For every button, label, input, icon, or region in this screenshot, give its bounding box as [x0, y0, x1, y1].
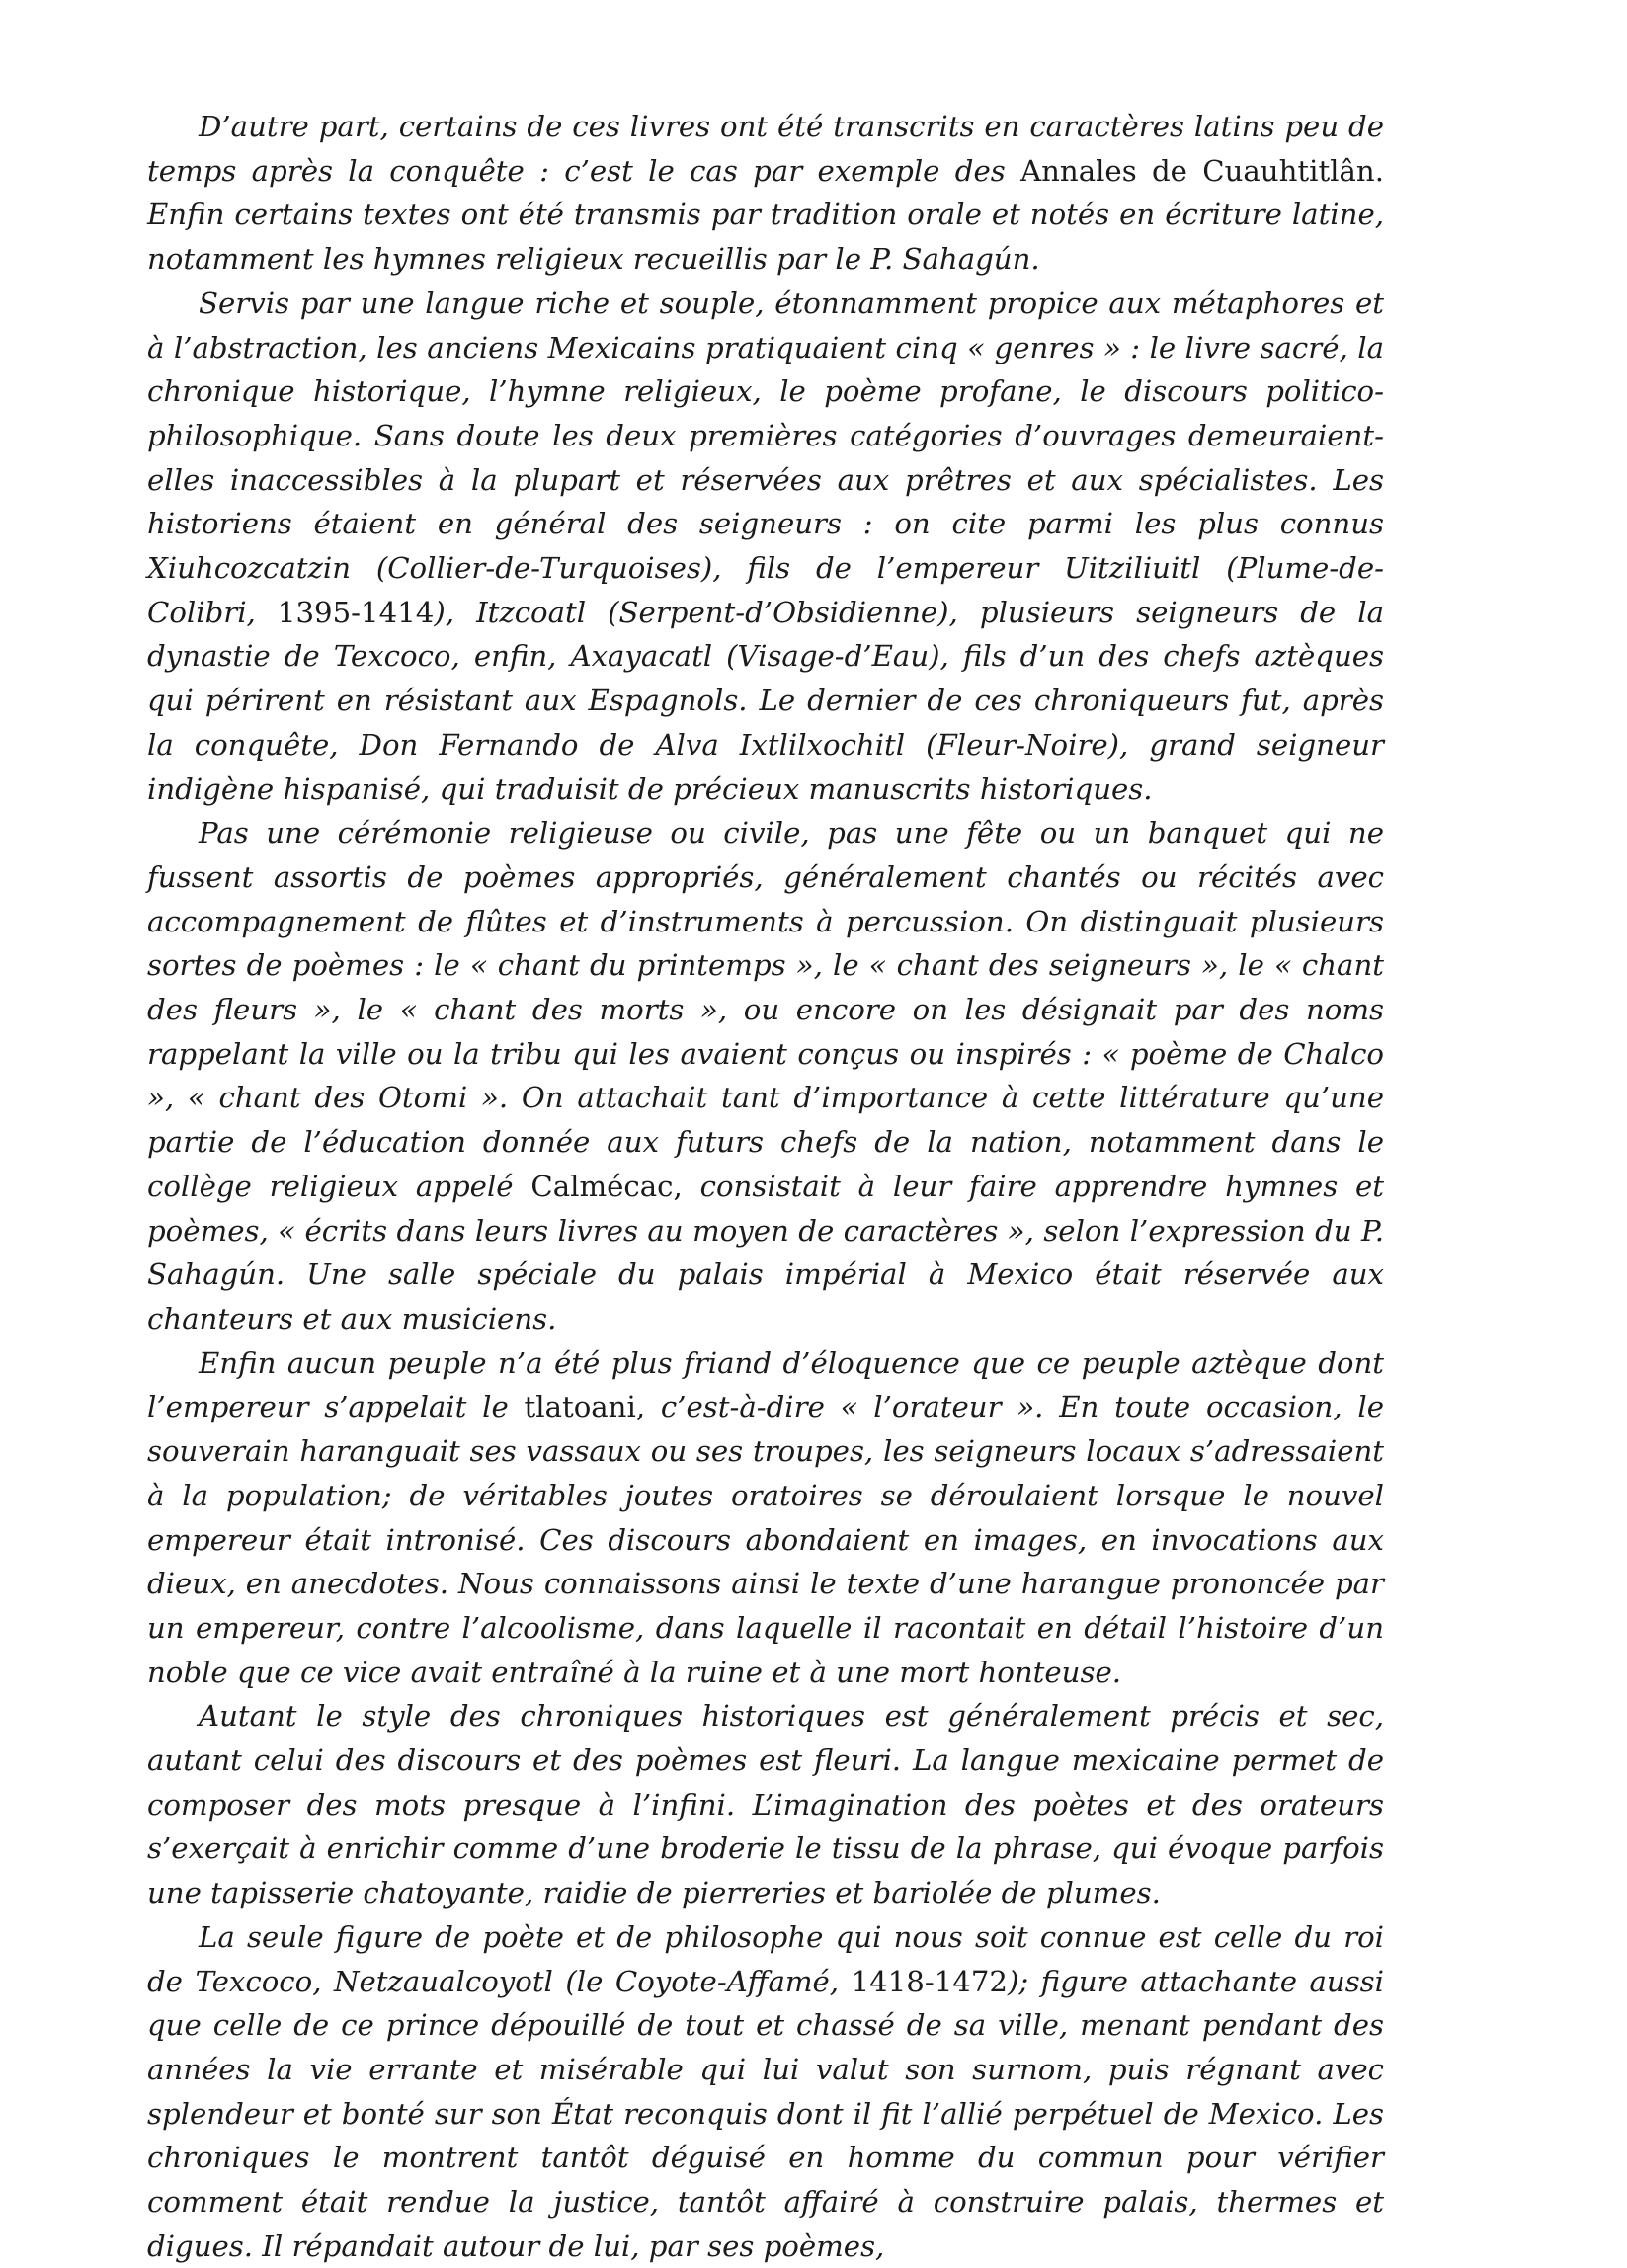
- text-run: Pas une cérémonie religieuse ou civile, pas une fête ou un banquet qui ne fussent assortis de poèmes appropriés, généralement chantés ou récités avec accompagnement de flûtes et d’instruments à percussion. On distinguait plusieurs sortes de poèmes : le « chant du printemps », le « chant des seigneurs », le « chant des fleurs », le « chant des morts », ou encore on les désignait par des noms rappelant la ville ou la tribu qui les avaient conçus ou inspirés : « poème de Chalco », « chant des Otomi ». On attachait tant d’importance à cette littérature qu’une partie de l’éducation donnée aux futurs chefs de la nation, notamment dans le collège religieux appelé: [147, 816, 1384, 1203]
- page-text-body: [147, 105, 1384, 2268]
- roman-dates: 1395-1414: [277, 595, 435, 629]
- text-run: La seule figure de poète et de philosophe qui nous soit connue est celle du roi de Texcoco, Netzaualcoyotl (le Coyote-Affamé,: [147, 1919, 1384, 1998]
- text-run: Enfin aucun peuple n’a été plus friand d’éloquence que ce peuple aztèque dont l’empereur s’appelait le: [147, 1345, 1384, 1424]
- text-run: D’autre part, certains de ces livres ont été transcrits en caractères latins peu de temps après la conquête : c’est le cas par exemple des: [147, 110, 1384, 188]
- text-run: consistait à leur faire apprendre hymnes et poèmes, « écrits dans leurs livres au moyen de caractères », selon l’expression du P. Sahagún. Une salle spéciale du palais impérial à Mexico était réservée aux chanteurs et aux musiciens.: [147, 1169, 1384, 1336]
- text-run: Autant le style des chroniques historiques est généralement précis et sec, autant celui des discours et des poèmes est fleuri. La langue mexicaine permet de composer des mots presque à l’infini. L’imagination des poètes et des orateurs s’exerçait à enrichir comme d’une broderie le tissu de la phrase, qui évoque parfois une tapisserie chatoyante, raidie de pierreries et bariolée de plumes.: [147, 1699, 1384, 1910]
- text-run: Enfin certains textes ont été transmis par tradition orale et notés en écriture latine, notamment les hymnes religieux recueillis par le P. Sahagún.: [147, 198, 1384, 277]
- paragraph-genres: [147, 282, 1384, 811]
- text-run: c’est-à-dire « l’orateur ». En toute occasion, le souverain haranguait ses vassaux ou ses troupes, les seigneurs locaux s’adressaient à la population; de véritables joutes oratoires se déroulaient lorsque le nouvel empereur était intronisé. Ces discours abondaient en images, en invocations aux dieux, en anecdotes. Nous connaissons ainsi le texte d’une harangue prononcée par un empereur, contre l’alcoolisme, dans laquelle il racontait en détail l’histoire d’un noble que ce vice avait entraîné à la ruine et à une mort honteuse.: [147, 1390, 1384, 1689]
- text-run: ); figure attachante aussi que celle de ce prince dépouillé de tout et chassé de sa ville, menant pendant des années la vie errante et misérable qui lui valut son surnom, puis régnant avec splendeur et bonté sur son État reconquis dont il fit l’allié perpétuel de Mexico. Les chroniques le montrent tantôt déguisé en homme du commun pour vérifier comment était rendue la justice, tantôt affairé à construire palais, thermes et digues. Il répandait autour de lui, par ses poèmes,: [147, 1964, 1384, 2263]
- roman-term-tlatoani: tlatoani,: [524, 1390, 646, 1424]
- paragraph-poems: [147, 811, 1384, 1340]
- paragraph-netzaualcoyotl: [147, 1915, 1384, 2268]
- roman-dates: 1418-1472: [851, 1964, 1009, 1998]
- text-run: ), Itzcoatl (Serpent-d’Obsidienne), plusieurs seigneurs de la dynastie de Texcoco, enfin, Axayacatl (Visage-d’Eau), fils d’un des chefs aztèques qui périrent en résistant aux Espagnols. Le dernier de ces chroniqueurs fut, après la conquête, Don Fernando de Alva Ixtlilxochitl (Fleur-Noire), grand seigneur indigène hispanisé, qui traduisit de précieux manuscrits historiques.: [147, 595, 1385, 806]
- paragraph-transcriptions: [147, 105, 1384, 282]
- roman-term-calmecac: Calmécac,: [530, 1169, 683, 1203]
- text-run: Servis par une langue riche et souple, étonnamment propice aux métaphores et à l’abstraction, les anciens Mexicains pratiquaient cinq « genres » : le livre sacré, la chronique historique, l’hymne religieux, le poème profane, le discours politico-philosophique. Sans doute les deux premières catégories d’ouvrages demeuraient-elles inaccessibles à la plupart et réservées aux prêtres et aux spécialistes. Les historiens étaient en général des seigneurs : on cite parmi les plus connus Xiuhcozcatzin (Collier-de-Turquoises), fils de l’empereur Uitziliuitl (Plume-de-Colibri,: [147, 285, 1384, 629]
- paragraph-eloquence: [147, 1341, 1384, 1695]
- roman-title-annales: Annales de Cuauhtitlân.: [1020, 153, 1384, 188]
- paragraph-style: [147, 1694, 1384, 1915]
